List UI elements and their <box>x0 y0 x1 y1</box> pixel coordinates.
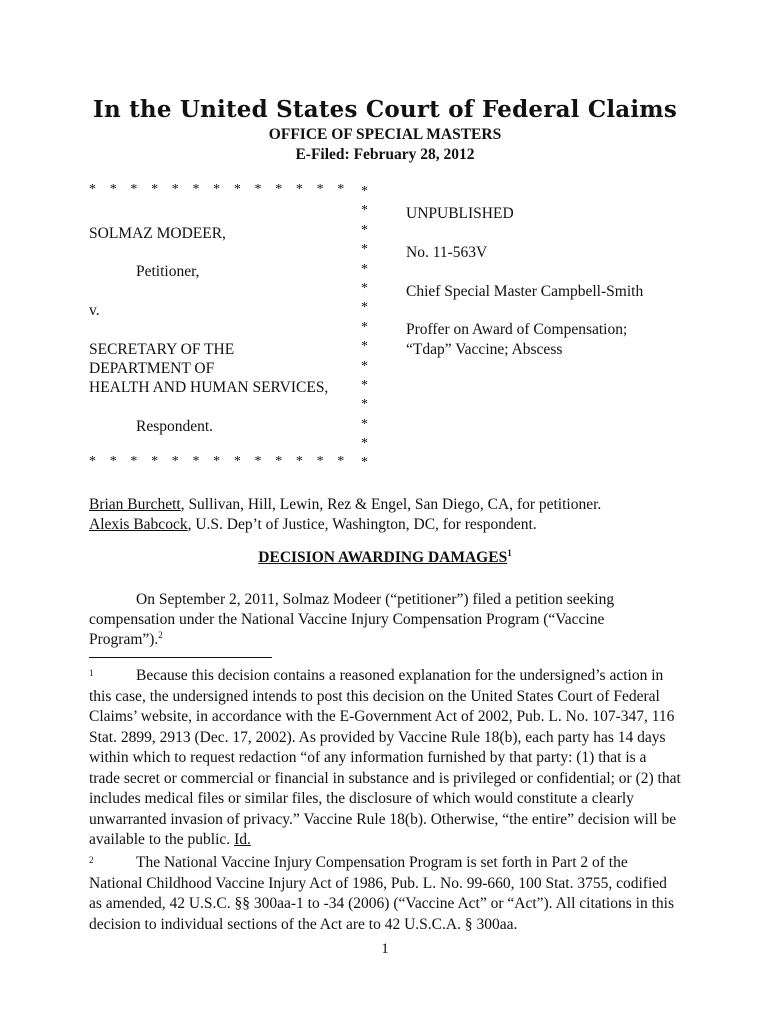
office-heading: OFFICE OF SPECIAL MASTERS <box>268 126 502 143</box>
efiled-date: E-Filed: February 28, 2012 <box>295 146 475 163</box>
respondent-counsel: Alexis Babcock, U.S. Dep’t of Justice, Washington, DC, for respondent. <box>89 516 537 533</box>
decision-heading: DECISION AWARDING DAMAGES$^1$ <box>258 547 512 566</box>
versus: v. <box>89 302 100 319</box>
caption-divider: * * * * * * * * * * * * * * * <box>361 184 368 471</box>
publication-status: UNPUBLISHED <box>406 205 514 222</box>
topic-line-1: Proffer on Award of Compensation; <box>406 321 628 338</box>
petitioner-name: SOLMAZ MODEER, <box>89 225 226 242</box>
caption-bottom-border: * * * * * * * * * * * * * <box>89 454 345 469</box>
footnote-ref-1: 1 <box>507 547 512 558</box>
respondent-role: Respondent. <box>136 418 214 435</box>
caption-top-border: * * * * * * * * * * * * * <box>89 182 345 197</box>
footnote-1: 1 Because this decision contains a reasoned explanation for the undersigned’s action in this case, the undersigned intends to post this decision on the United States Court of Federal Claims’ website, in accordance with the E-Government Act of 2002, Pub. L. No. 107-347, 116 Stat. 2899, 2913 (Dec. 17, 2002). As provided by Vaccine Rule 18(b), each party has 14 days within which to request redaction “of any information furnished by that party: (1) that is a trade secret or commercial or financial in substance and is privileged or confidential; or (2) that includes medical files or similar files, the disclosure of which would constitute a clearly unwarranted invasion of privacy.” Vaccine Rule 18(b). Otherwise, “the entire” decision will be available to the public. Id. <box>89 666 681 851</box>
page-number: 1 <box>381 941 389 957</box>
respondent-line-2: DEPARTMENT OF <box>89 360 215 377</box>
footnote-1-number: 1 <box>89 668 94 678</box>
court-title: In the United States Court of Federal Claims <box>92 96 677 123</box>
respondent-attorney: Alexis Babcock <box>89 516 188 533</box>
petitioner-attorney: Brian Burchett <box>89 496 181 513</box>
footnote-ref-2: 2 <box>158 629 163 640</box>
petitioner-role: Petitioner, <box>136 263 200 280</box>
opening-paragraph: On September 2, 2011, Solmaz Modeer (“petitioner”) filed a petition seeking compensation under the National Vaccine Injury Compensation Program (“Vaccine Program”).$^2$ <box>89 591 615 648</box>
footnote-separator <box>89 657 272 658</box>
footnote-2-number: 2 <box>89 855 94 865</box>
footnote-2: 2 The National Vaccine Injury Compensation Program is set forth in Part 2 of the National Childhood Vaccine Injury Act of 1986, Pub. L. No. 99-660, 100 Stat. 3755, codified as amended, 42 U.S.C. §§ 300aa-1 to -34 (2006) (“Vaccine Act” or “Act”). All citations in this decision to individual sections of the Act are to 42 U.S.C.A. § 300aa. <box>89 853 681 935</box>
special-master: Chief Special Master Campbell-Smith <box>406 283 644 300</box>
id-citation: Id. <box>234 831 251 848</box>
topic-line-2: “Tdap” Vaccine; Abscess <box>406 341 563 358</box>
petitioner-counsel: Brian Burchett, Sullivan, Hill, Lewin, Rez & Engel, San Diego, CA, for petitioner. <box>89 496 602 513</box>
case-number: No. 11-563V <box>406 244 488 261</box>
respondent-line-1: SECRETARY OF THE <box>89 341 235 358</box>
respondent-line-3: HEALTH AND HUMAN SERVICES, <box>89 379 329 396</box>
